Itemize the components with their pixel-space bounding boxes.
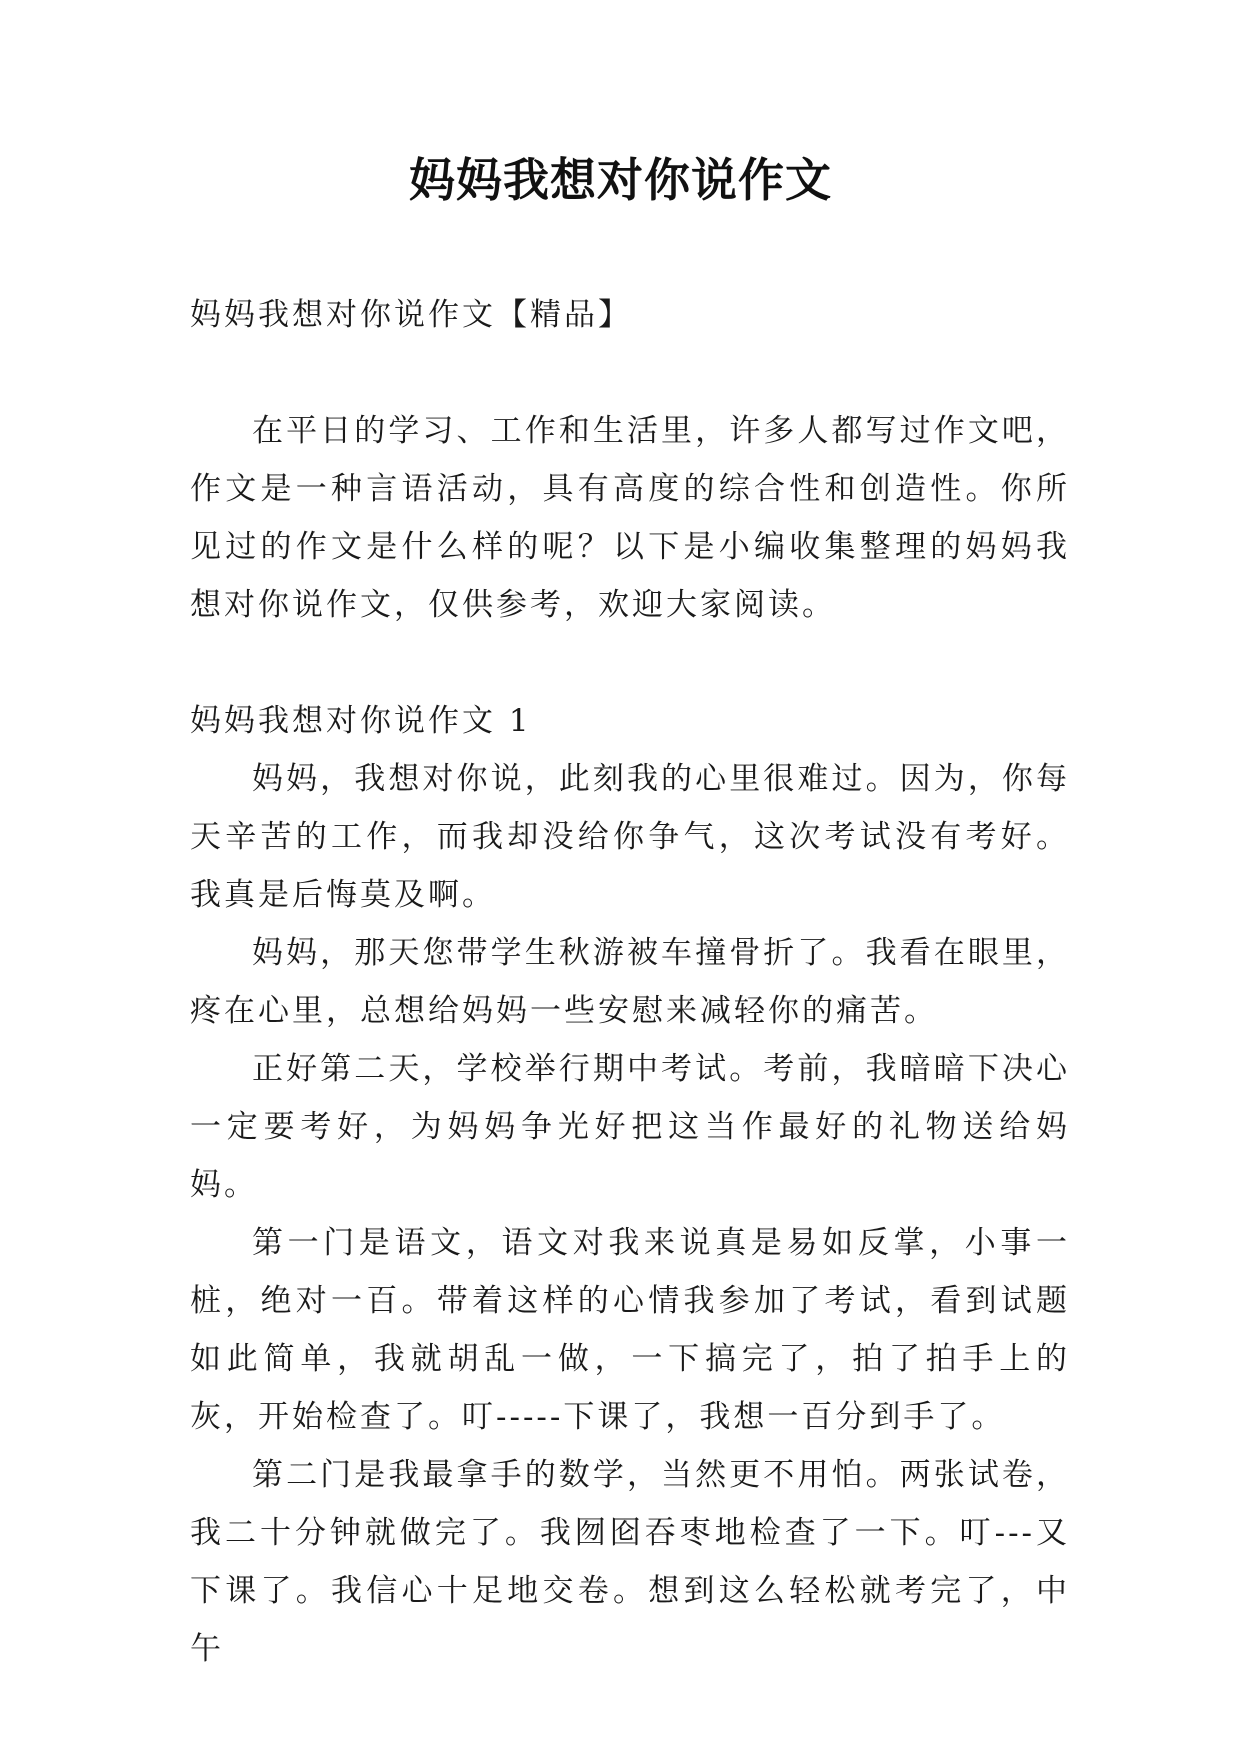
document-title: 妈妈我想对你说作文 <box>409 153 832 207</box>
spacer <box>190 344 1070 402</box>
spacer <box>190 634 1070 692</box>
intro-paragraph: 在平日的学习、工作和生活里，许多人都写过作文吧，作文是一种言语活动，具有高度的综合性和创造性。你所见过的作文是什么样的呢？以下是小编收集整理的妈妈我想对你说作文，仅供参考，欢迎大家阅读。 <box>190 413 1070 623</box>
section-heading: 妈妈我想对你说作文 1 <box>190 703 532 739</box>
body-paragraph: 妈妈，我想对你说，此刻我的心里很难过。因为，你每天辛苦的工作，而我却没给你争气，这次考试没有考好。我真是后悔莫及啊。 <box>190 761 1070 913</box>
body-paragraph: 正好第二天，学校举行期中考试。考前，我暗暗下决心一定要考好，为妈妈争光好把这当作最好的礼物送给妈妈。 <box>190 1051 1070 1203</box>
document-subtitle: 妈妈我想对你说作文【精品】 <box>190 297 632 333</box>
body-paragraph: 第二门是我最拿手的数学，当然更不用怕。两张试卷，我二十分钟就做完了。我囫囵吞枣地检查了一下。叮---又下课了。我信心十足地交卷。想到这么轻松就考完了，中午 <box>190 1457 1070 1667</box>
document-body <box>190 286 1070 1678</box>
body-paragraph: 第一门是语文，语文对我来说真是易如反掌，小事一桩，绝对一百。带着这样的心情我参加了考试，看到试题如此简单，我就胡乱一做，一下搞完了，拍了拍手上的灰，开始检查了。叮-----下课了，我想一百分到手了。 <box>190 1225 1070 1435</box>
body-paragraph: 妈妈，那天您带学生秋游被车撞骨折了。我看在眼里，疼在心里，总想给妈妈一些安慰来减轻你的痛苦。 <box>190 935 1070 1029</box>
